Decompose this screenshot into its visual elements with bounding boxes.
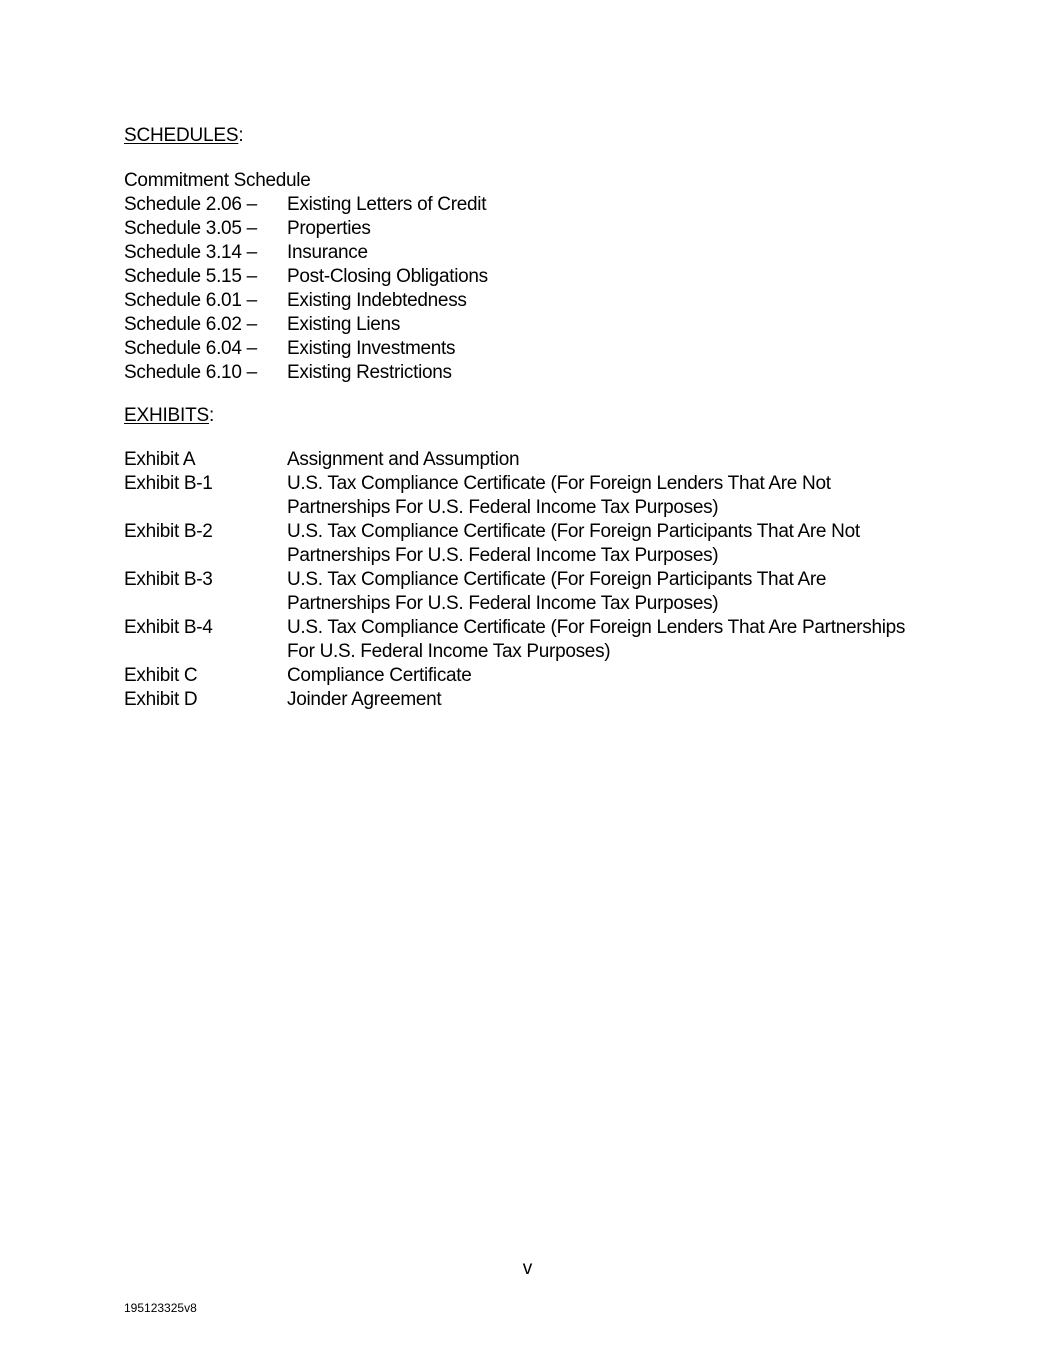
exhibit-description: U.S. Tax Compliance Certificate (For Foreign Lenders That Are Not Partnerships For U.S. Federal Income Tax Purposes) — [287, 473, 831, 518]
exhibit-label: Exhibit D — [124, 689, 198, 710]
schedule-row — [124, 217, 944, 241]
exhibit-row — [124, 448, 944, 472]
schedule-label: Schedule 6.02 – — [124, 314, 257, 335]
schedule-row — [124, 313, 944, 337]
schedule-description: Existing Liens — [287, 314, 401, 335]
exhibit-row — [124, 568, 944, 616]
exhibits-list — [124, 448, 944, 712]
exhibit-description: Assignment and Assumption — [287, 449, 520, 470]
exhibit-label: Exhibit B-2 — [124, 521, 213, 542]
exhibit-row — [124, 616, 944, 664]
schedule-row — [124, 241, 944, 265]
schedule-label: Schedule 5.15 – — [124, 266, 257, 287]
exhibits-heading — [124, 404, 214, 428]
document-id: 195123325v8 — [124, 1301, 197, 1315]
exhibits-heading-colon: : — [208, 405, 215, 426]
exhibit-row — [124, 688, 944, 712]
schedule-description: Post-Closing Obligations — [287, 266, 488, 287]
schedule-label: Schedule 2.06 – — [124, 194, 257, 215]
exhibit-label: Exhibit B-1 — [124, 473, 213, 494]
schedule-description: Existing Letters of Credit — [287, 194, 487, 215]
schedule-row — [124, 265, 944, 289]
schedule-label: Schedule 6.04 – — [124, 338, 257, 359]
schedule-description: Existing Indebtedness — [287, 290, 467, 311]
exhibit-description: U.S. Tax Compliance Certificate (For Foreign Participants That Are Partnerships For U.S. Federal Income Tax Purposes) — [287, 569, 827, 614]
exhibit-label: Exhibit B-3 — [124, 569, 213, 590]
schedule-label: Schedule 6.01 – — [124, 290, 257, 311]
page-number: v — [522, 1258, 533, 1279]
exhibit-label: Exhibit B-4 — [124, 617, 213, 638]
schedule-row — [124, 361, 944, 385]
exhibit-description: Compliance Certificate — [287, 665, 472, 686]
exhibit-row — [124, 472, 944, 520]
exhibit-label: Exhibit A — [124, 449, 196, 470]
schedule-description: Existing Investments — [287, 338, 456, 359]
exhibit-row — [124, 664, 944, 688]
commitment-schedule: Commitment Schedule — [124, 170, 311, 191]
exhibit-description: Joinder Agreement — [287, 689, 442, 710]
schedule-row — [124, 289, 944, 313]
schedules-heading-text: SCHEDULES — [124, 125, 239, 146]
schedule-row — [124, 337, 944, 361]
exhibit-row — [124, 520, 944, 568]
schedules-heading — [124, 124, 243, 148]
exhibit-description: U.S. Tax Compliance Certificate (For Foreign Lenders That Are Partnerships For U.S. Federal Income Tax Purposes) — [287, 617, 906, 662]
exhibit-description: U.S. Tax Compliance Certificate (For Foreign Participants That Are Not Partnerships For U.S. Federal Income Tax Purposes) — [287, 521, 860, 566]
schedule-label: Schedule 3.05 – — [124, 218, 257, 239]
schedule-row — [124, 193, 944, 217]
schedule-description: Properties — [287, 218, 371, 239]
schedule-description: Existing Restrictions — [287, 362, 452, 383]
exhibits-heading-text: EXHIBITS — [124, 405, 209, 426]
schedules-heading-colon: : — [238, 125, 244, 146]
schedule-label: Schedule 6.10 – — [124, 362, 257, 383]
schedule-description: Insurance — [287, 242, 368, 263]
schedule-label: Schedule 3.14 – — [124, 242, 257, 263]
schedules-list — [124, 169, 944, 385]
exhibit-label: Exhibit C — [124, 665, 198, 686]
